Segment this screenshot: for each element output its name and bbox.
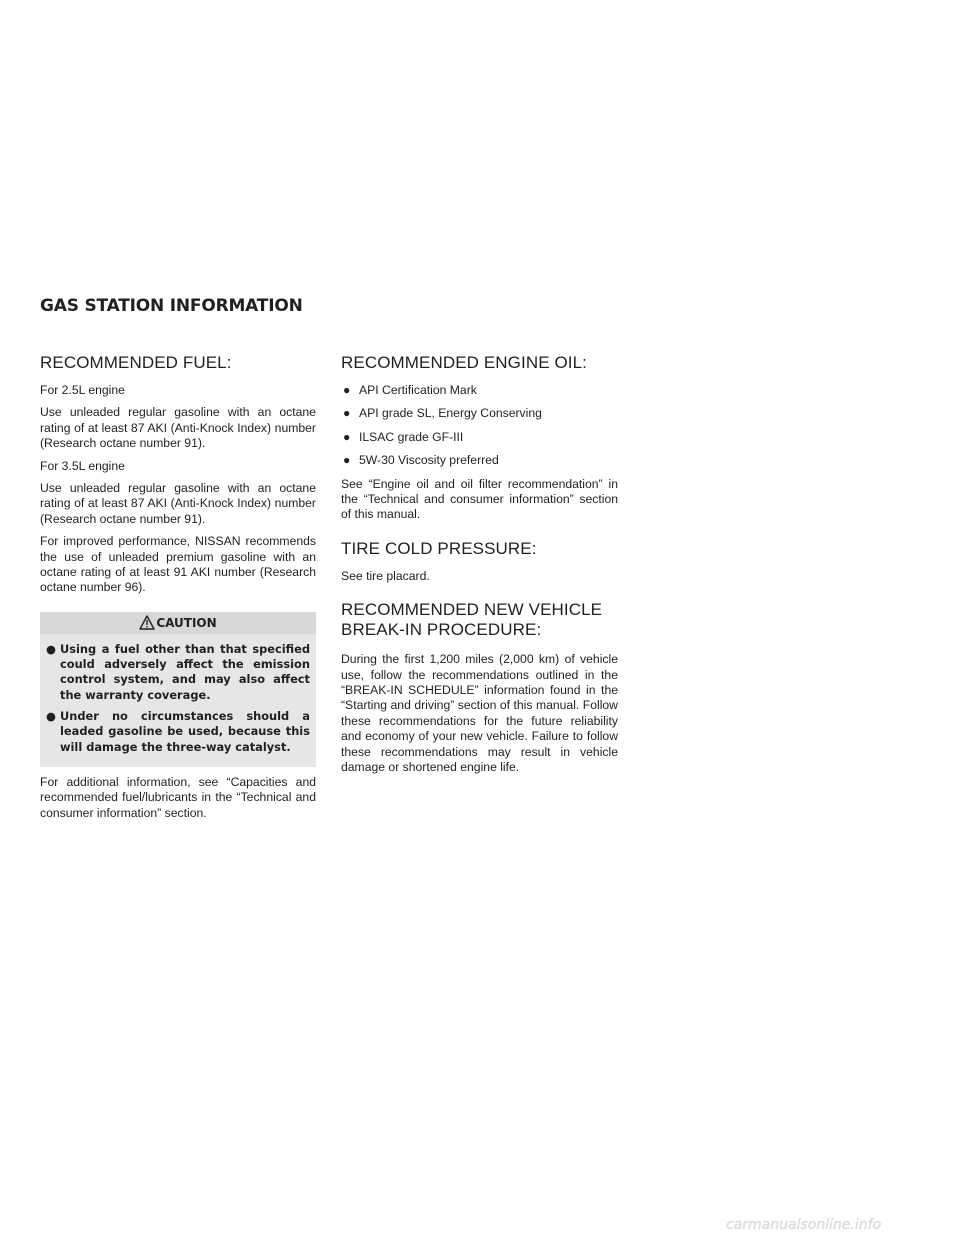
break-in-heading — [341, 600, 618, 640]
premium-fuel-text: For improved performance, NISSAN recommends the use of unleaded premium gasoline with an octane rating of at least 91 AKI number (Research octane number 96). — [40, 534, 316, 595]
oil-note-text: See “Engine oil and oil filter recommendation” in the “Technical and consumer information” section of this manual. — [341, 476, 618, 522]
recommended-oil-heading: RECOMMENDED ENGINE OIL: — [341, 353, 587, 372]
bullet-icon: ● — [343, 383, 351, 397]
caution-title: CAUTION — [156, 615, 217, 630]
break-in-heading-line-2: BREAK-IN PROCEDURE: — [341, 620, 542, 640]
caution-item — [46, 642, 310, 703]
engine-35-label: For 3.5L engine — [40, 458, 125, 473]
engine-25-label: For 2.5L engine — [40, 383, 125, 397]
caution-list — [40, 642, 316, 755]
recommended-fuel-heading: RECOMMENDED FUEL: — [40, 353, 232, 372]
svg-text:carmanualsonline.info: carmanualsonline.info — [726, 1217, 882, 1233]
oil-item-text: API grade SL, Energy Conserving — [359, 406, 542, 421]
section-title: GAS STATION INFORMATION — [40, 296, 303, 316]
oil-item-text: 5W-30 Viscosity preferred — [359, 453, 499, 468]
caution-box — [40, 612, 316, 767]
bullet-icon: ● — [343, 453, 351, 468]
bullet-icon: ● — [46, 641, 56, 656]
watermark-logo — [726, 1214, 946, 1234]
bullet-icon: ● — [343, 429, 351, 444]
break-in-text: During the first 1,200 miles (2,000 km) of vehicle use, follow the recommendations outlined in the “BREAK-IN SCHEDULE” information found in the “Starting and driving” section of this manual. Follow these recommendations for the future reliability and economy of your new vehicle. Failure to follow these recommendations may result in vehicle damage or shortened engine life. — [341, 652, 618, 775]
engine-35-text: Use unleaded regular gasoline with an octane rating of at least 87 AKI (Anti-Knock Index) number (Research octane number 91). — [40, 481, 316, 526]
caution-header — [40, 612, 316, 634]
oil-list — [341, 383, 618, 469]
left-column — [40, 353, 316, 828]
list-item — [341, 430, 618, 445]
list-item — [341, 406, 618, 421]
engine-25-text: Use unleaded regular gasoline with an octane rating of at least 87 AKI (Anti-Knock Index) number (Research octane number 91). — [40, 405, 316, 451]
break-in-heading-line-1: RECOMMENDED NEW VEHICLE — [341, 600, 603, 620]
oil-item-text: ILSAC grade GF-III — [359, 429, 464, 444]
additional-info-text: For additional information, see “Capacities and recommended fuel/lubricants in the “Technical and consumer information” section. — [40, 774, 316, 820]
right-column — [341, 353, 618, 783]
caution-item-text: Using a fuel other than that specified could adversely affect the emission control system, and may also affect the warranty coverage. — [60, 641, 310, 702]
tire-pressure-text: See tire placard. — [341, 568, 430, 583]
caution-item-text: Under no circumstances should a leaded gasoline be used, because this will damage the three-way catalyst. — [60, 709, 310, 754]
list-item — [341, 383, 618, 398]
list-item — [341, 453, 618, 468]
tire-pressure-heading: TIRE COLD PRESSURE: — [341, 538, 537, 558]
oil-item-text: API Certification Mark — [359, 383, 477, 397]
caution-item — [46, 709, 310, 755]
warning-icon — [139, 615, 155, 630]
bullet-icon: ● — [46, 709, 56, 724]
bullet-icon: ● — [343, 406, 351, 421]
section-rule — [40, 320, 920, 321]
